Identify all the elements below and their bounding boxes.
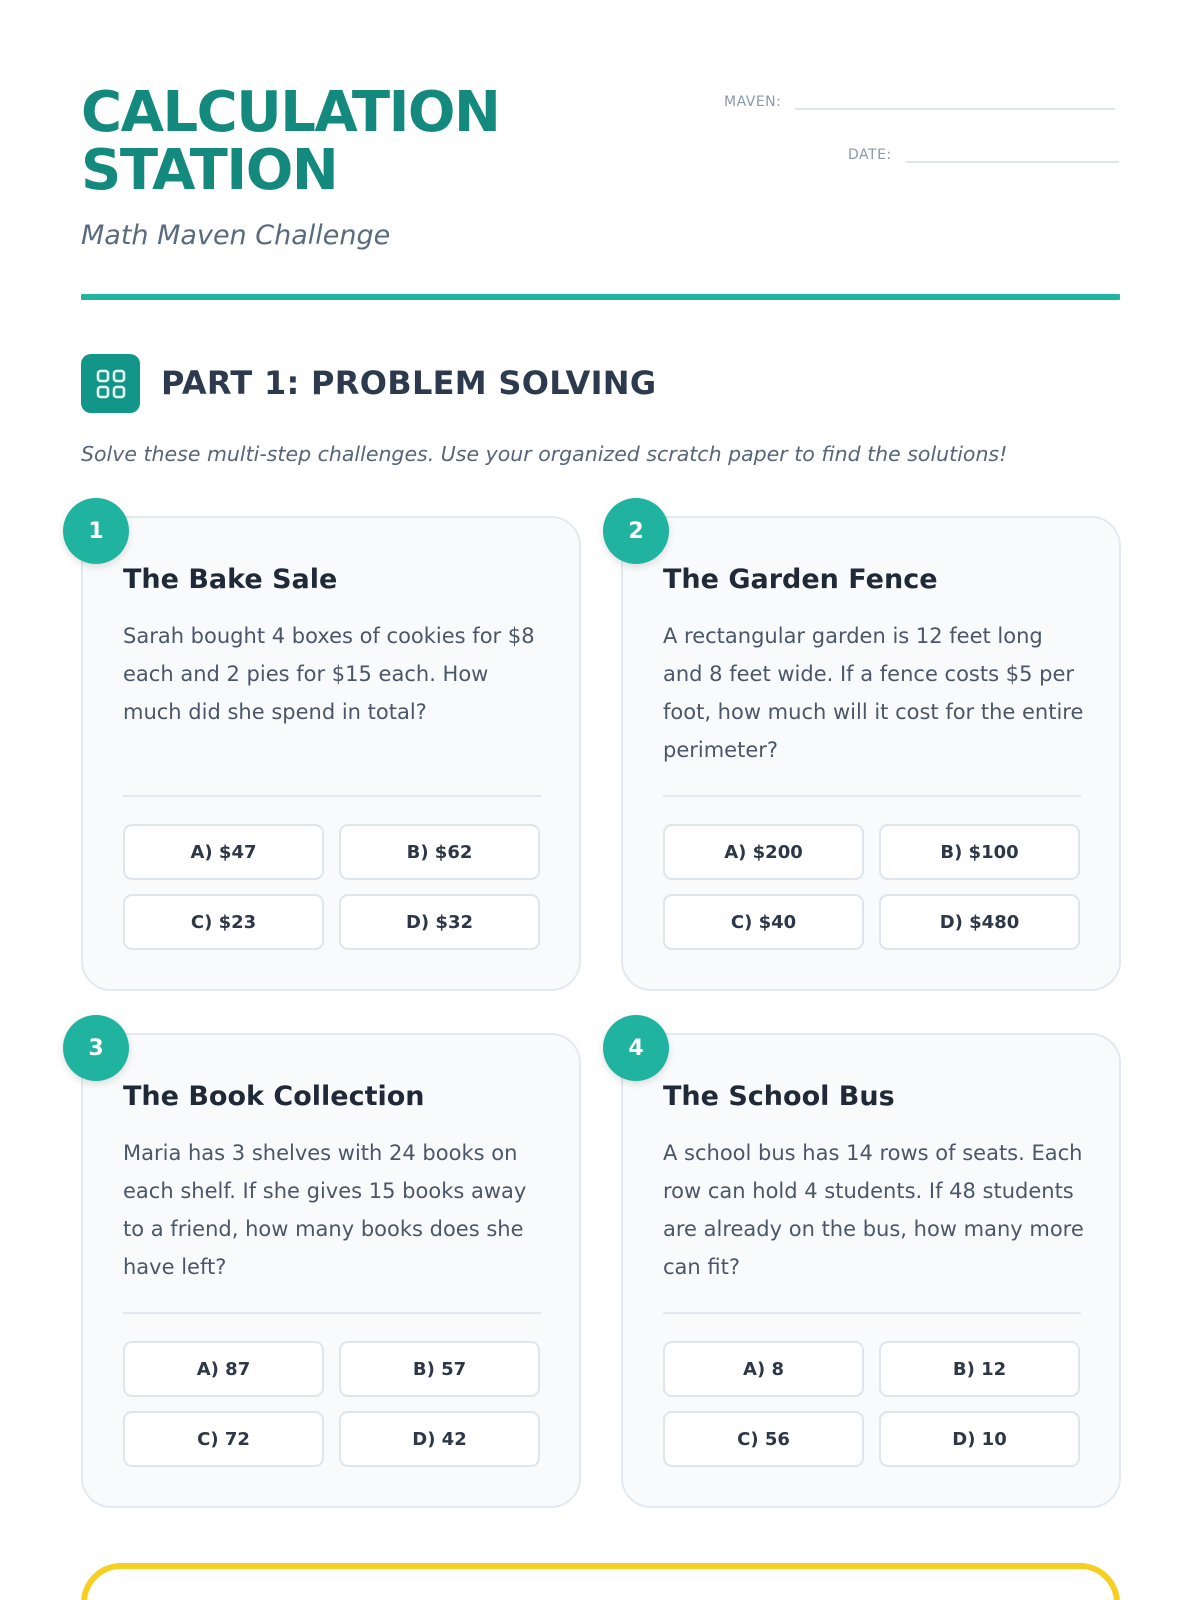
date-label: DATE: <box>848 147 892 163</box>
option-a-button[interactable]: A) $47 <box>123 824 324 880</box>
maven-label: MAVEN: <box>724 94 782 110</box>
problem-number-badge: 3 <box>63 1015 129 1081</box>
option-c-button[interactable]: C) 56 <box>663 1411 864 1467</box>
card-divider <box>123 795 541 797</box>
option-b-button[interactable]: B) 57 <box>339 1341 540 1397</box>
option-d-button[interactable]: D) $32 <box>339 894 540 950</box>
problem-title: The Bake Sale <box>123 564 338 595</box>
problem-text: Maria has 3 shelves with 24 books on each shelf. If she gives 15 books away to a friend, how many books does she have left? <box>123 1141 527 1279</box>
option-b-button[interactable]: B) $100 <box>879 824 1080 880</box>
option-d-button[interactable]: D) 10 <box>879 1411 1080 1467</box>
date-field <box>848 143 1119 163</box>
section-title: PART 1: PROBLEM SOLVING <box>161 364 657 402</box>
option-d-button[interactable]: D) 42 <box>339 1411 540 1467</box>
problem-card-2 <box>621 516 1121 991</box>
option-a-button[interactable]: A) $200 <box>663 824 864 880</box>
option-a-button[interactable]: A) 8 <box>663 1341 864 1397</box>
card-divider <box>663 1312 1081 1314</box>
problem-text: Sarah bought 4 boxes of cookies for $8 each and 2 pies for $15 each. How much did she spend in total? <box>123 624 535 724</box>
title-line-1: CALCULATION <box>81 80 500 145</box>
card-divider <box>123 1312 541 1314</box>
section-instructions: Solve these multi-step challenges. Use your organized scratch paper to find the solutions! <box>81 442 1008 466</box>
option-c-button[interactable]: C) $40 <box>663 894 864 950</box>
problem-card-4 <box>621 1033 1121 1508</box>
worksheet-header <box>81 80 500 251</box>
grid-icon <box>81 354 140 413</box>
problem-text: A school bus has 14 rows of seats. Each row can hold 4 students. If 48 students are already on the bus, how many more can fit? <box>663 1141 1084 1279</box>
option-b-button[interactable]: B) 12 <box>879 1341 1080 1397</box>
option-a-button[interactable]: A) 87 <box>123 1341 324 1397</box>
option-c-button[interactable]: C) 72 <box>123 1411 324 1467</box>
problem-title: The School Bus <box>663 1081 895 1112</box>
next-section-box <box>81 1563 1120 1600</box>
option-c-button[interactable]: C) $23 <box>123 894 324 950</box>
maven-line <box>795 90 1115 110</box>
maven-field <box>724 90 1115 110</box>
problem-number-badge: 2 <box>603 498 669 564</box>
problem-card-3 <box>81 1033 581 1508</box>
problem-title: The Garden Fence <box>663 564 938 595</box>
problem-text: A rectangular garden is 12 feet long and 8 feet wide. If a fence costs $5 per foot, how much will it cost for the entire perimeter? <box>663 624 1084 762</box>
problem-number-badge: 1 <box>63 498 129 564</box>
problem-number-badge: 4 <box>603 1015 669 1081</box>
problem-card-1 <box>81 516 581 991</box>
date-line <box>906 143 1119 163</box>
option-b-button[interactable]: B) $62 <box>339 824 540 880</box>
problem-title: The Book Collection <box>123 1081 425 1112</box>
worksheet-subtitle: Math Maven Challenge <box>81 220 391 251</box>
header-divider <box>81 294 1120 300</box>
title-line-2: STATION <box>81 138 338 203</box>
card-divider <box>663 795 1081 797</box>
option-d-button[interactable]: D) $480 <box>879 894 1080 950</box>
worksheet-title <box>81 80 500 203</box>
